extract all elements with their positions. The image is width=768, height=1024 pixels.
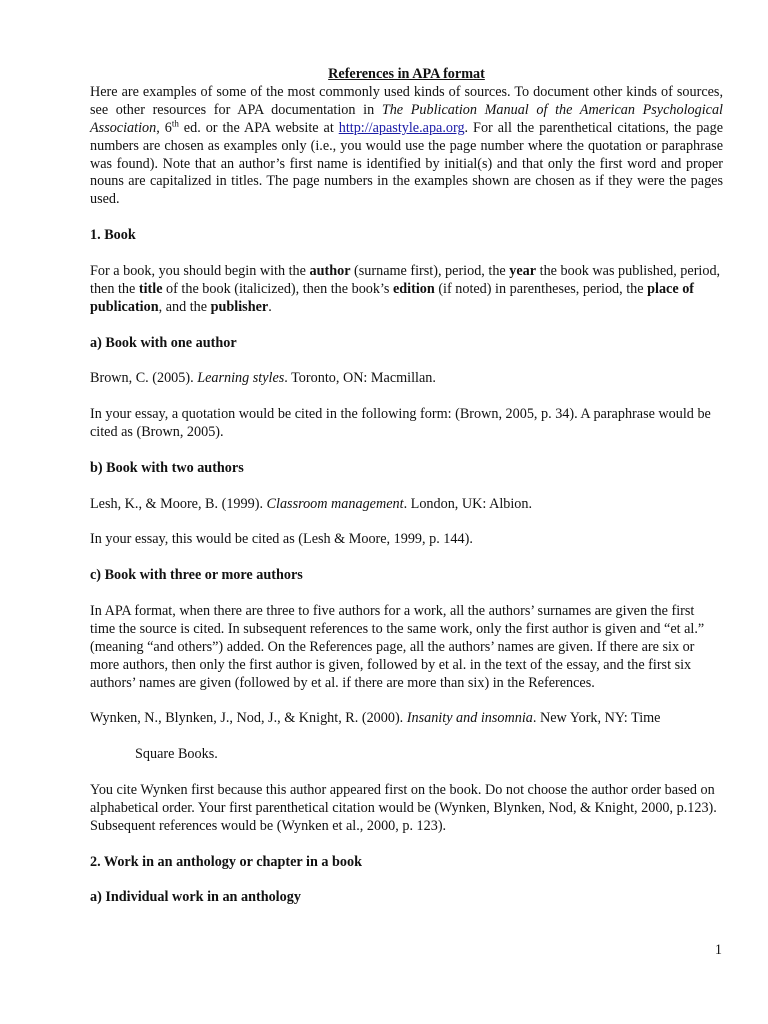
reference-title: Learning styles: [197, 370, 285, 387]
intro-paragraph: [90, 84, 723, 209]
intro-text-4: . For all the parenthetical citations, the page numbers are chosen as examples only (i.e., you would use the page number where the quotation or paraphrase was found). Note that an author’s first name is identified by initial(s) and that only the first word and proper nouns are capitalized in titles. The page numbers in the examples shown are chosen as if they were the pages used.: [90, 119, 723, 208]
bold-year: year: [509, 262, 537, 279]
section-2-heading: 2. Work in an anthology or chapter in a book: [90, 853, 362, 870]
reference-text: . New York, NY: Time: [532, 710, 661, 727]
book-format-text: (if noted) in parentheses, period, the: [434, 280, 648, 297]
intro-text-2: , 6: [156, 119, 172, 136]
three-authors-paragraph: In APA format, when there are three to five authors for a work, all the authors’ surnames are given the first time the source is cited. In subsequent references to the same work, only the first author is given and “et al.” (meaning “and others”) added. On the References page, all the authors’ names are given. If there are six or more authors, then only the first author is given, followed by et al. in the text of the essay, and the first six authors’ names are given (followed by et al. if there are more than six) in the References.: [90, 603, 705, 691]
reference-wynken: [90, 710, 723, 728]
subsection-a-heading: a) Book with one author: [90, 334, 237, 351]
reference-text: Lesh, K., & Moore, B. (1999).: [90, 495, 267, 512]
book-format-text: .: [268, 298, 272, 315]
reference-title: Classroom management: [266, 495, 404, 512]
section-2-subsection-a-heading: a) Individual work in an anthology: [90, 889, 301, 906]
book-format-text: (surname first), period, the: [350, 262, 510, 279]
section-1-heading: 1. Book: [90, 227, 136, 244]
book-format-text: the book was published, period, then the: [90, 262, 721, 297]
bold-publisher: publisher: [210, 298, 269, 315]
edition-superscript: th: [171, 117, 179, 128]
publication-manual-title: The Publication Manual of the American Psychological Association: [90, 101, 723, 136]
reference-lesh: [90, 496, 723, 514]
bold-title: title: [138, 280, 163, 297]
subsection-c-heading: c) Book with three or more authors: [90, 567, 303, 584]
book-format-text: of the book (italicized), then the book’s: [162, 280, 393, 297]
bold-author: author: [309, 262, 351, 279]
apa-website-link[interactable]: http://apastyle.apa.org: [338, 119, 465, 136]
reference-text: . Toronto, ON: Macmillan.: [284, 370, 436, 387]
citation-note-brown: In your essay, a quotation would be cited in the following form: (Brown, 2005, p. 34). A paraphrase would be cited as (Brown, 2005).: [90, 406, 711, 441]
book-format-text: , and the: [158, 298, 211, 315]
citation-note-lesh: In your essay, this would be cited as (Lesh & Moore, 1999, p. 144).: [90, 531, 473, 548]
reference-text: . London, UK: Albion.: [403, 495, 533, 512]
book-format-paragraph: [90, 263, 723, 317]
citation-note-wynken: You cite Wynken first because this author appeared first on the book. Do not choose the author order based on alphabetical order. Your first parenthetical citation would be (Wynken, Blynken, Nod, & Knight, 2000, p.123). Subsequent references would be (Wynken et al., 2000, p. 123).: [90, 782, 717, 834]
document-page: [90, 66, 723, 925]
document-title: References in APA format: [328, 66, 485, 82]
book-format-text: For a book, you should begin with the: [90, 262, 310, 279]
page-number: 1: [714, 942, 722, 958]
bold-place: place of publication: [90, 280, 695, 315]
reference-title: Insanity and insomnia: [406, 710, 533, 727]
reference-wynken-continued: Square Books.: [135, 746, 218, 763]
reference-text: Wynken, N., Blynken, J., Nod, J., & Knight, R. (2000).: [90, 710, 407, 727]
intro-text-1: Here are examples of some of the most commonly used kinds of sources. To document other kinds of sources, see other resources for APA documentation in: [90, 83, 723, 118]
intro-text-3: ed. or the APA website at: [178, 119, 339, 136]
reference-text: Brown, C. (2005).: [90, 370, 198, 387]
subsection-b-heading: b) Book with two authors: [90, 459, 244, 476]
bold-edition: edition: [392, 280, 435, 297]
reference-brown: [90, 370, 723, 388]
